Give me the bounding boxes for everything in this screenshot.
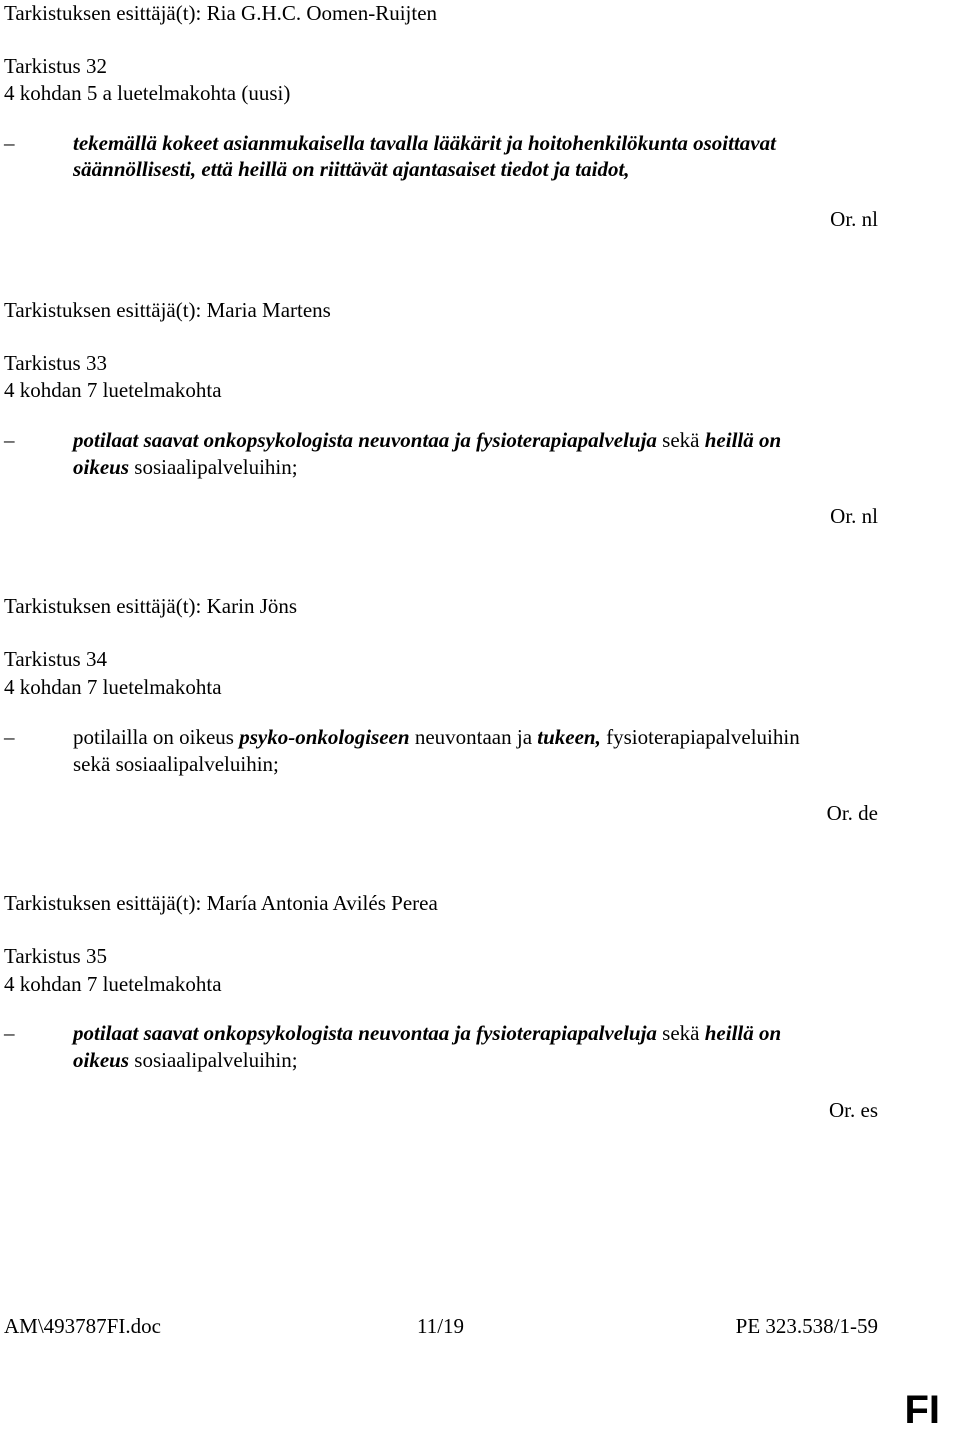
- text-segment: oikeus: [73, 455, 130, 479]
- amendment-text-line: säännöllisesti, että heillä on riittävät ajantasaiset tiedot ja taidot,: [73, 157, 630, 181]
- original-language: Or. nl: [830, 207, 878, 231]
- amendment-author: Tarkistuksen esittäjä(t): Maria Martens: [4, 298, 331, 322]
- amendment-text-line: [73, 430, 781, 451]
- dash-marker: –: [4, 428, 15, 452]
- amendment-author: Tarkistuksen esittäjä(t): María Antonia Avilés Perea: [4, 891, 438, 915]
- text-segment: sekä: [656, 1021, 705, 1045]
- text-segment: potilaat saavat onkopsykologista neuvontaa ja fysioterapiapalveluja: [73, 428, 657, 452]
- text-segment: neuvontaan ja: [409, 725, 538, 749]
- amendment-reference: 4 kohdan 5 a luetelmakohta (uusi): [4, 81, 291, 105]
- original-language: Or. de: [826, 801, 878, 825]
- dash-marker: –: [4, 725, 15, 749]
- footer-document-name: AM\493787FI.doc: [4, 1314, 161, 1338]
- original-language: Or. nl: [830, 504, 878, 528]
- amendment-reference: 4 kohdan 7 luetelmakohta: [4, 972, 222, 996]
- text-segment: heillä on: [704, 1021, 782, 1045]
- amendment-text-line: [73, 727, 800, 748]
- amendment-text-line: [73, 457, 298, 478]
- amendment-author: Tarkistuksen esittäjä(t): Ria G.H.C. Oomen-Ruijten: [4, 1, 438, 25]
- text-segment: tukeen,: [537, 725, 601, 749]
- amendment-number: Tarkistus 33: [4, 351, 107, 375]
- amendment-text-line: [73, 1050, 298, 1071]
- amendment-text-line: [73, 1023, 781, 1044]
- text-segment: sosiaalipalveluihin;: [129, 455, 298, 479]
- text-segment: potilaat saavat onkopsykologista neuvontaa ja fysioterapiapalveluja: [73, 1021, 657, 1045]
- amendment-number: Tarkistus 35: [4, 944, 107, 968]
- amendment-author: Tarkistuksen esittäjä(t): Karin Jöns: [4, 594, 298, 618]
- amendment-number: Tarkistus 32: [4, 54, 107, 78]
- amendment-reference: 4 kohdan 7 luetelmakohta: [4, 378, 222, 402]
- text-segment: psyko-onkologiseen: [239, 725, 410, 749]
- amendment-text-line: tekemällä kokeet asianmukaisella tavalla lääkärit ja hoitohenkilökunta osoittavat: [73, 131, 776, 155]
- text-segment: potilailla on oikeus: [73, 725, 240, 749]
- amendment-text-line: sekä sosiaalipalveluihin;: [73, 752, 279, 776]
- text-segment: sosiaalipalveluihin;: [129, 1048, 298, 1072]
- text-segment: fysioterapiapalveluihin: [600, 725, 800, 749]
- language-code: FI: [904, 1388, 940, 1432]
- dash-marker: –: [4, 131, 15, 155]
- footer-page-number: 11/19: [417, 1314, 465, 1338]
- amendment-reference: 4 kohdan 7 luetelmakohta: [4, 675, 222, 699]
- text-segment: sekä: [656, 428, 705, 452]
- text-segment: heillä on: [704, 428, 782, 452]
- original-language: Or. es: [829, 1098, 878, 1122]
- text-segment: oikeus: [73, 1048, 130, 1072]
- dash-marker: –: [4, 1021, 15, 1045]
- amendment-number: Tarkistus 34: [4, 647, 107, 671]
- footer-reference: PE 323.538/1-59: [735, 1314, 878, 1338]
